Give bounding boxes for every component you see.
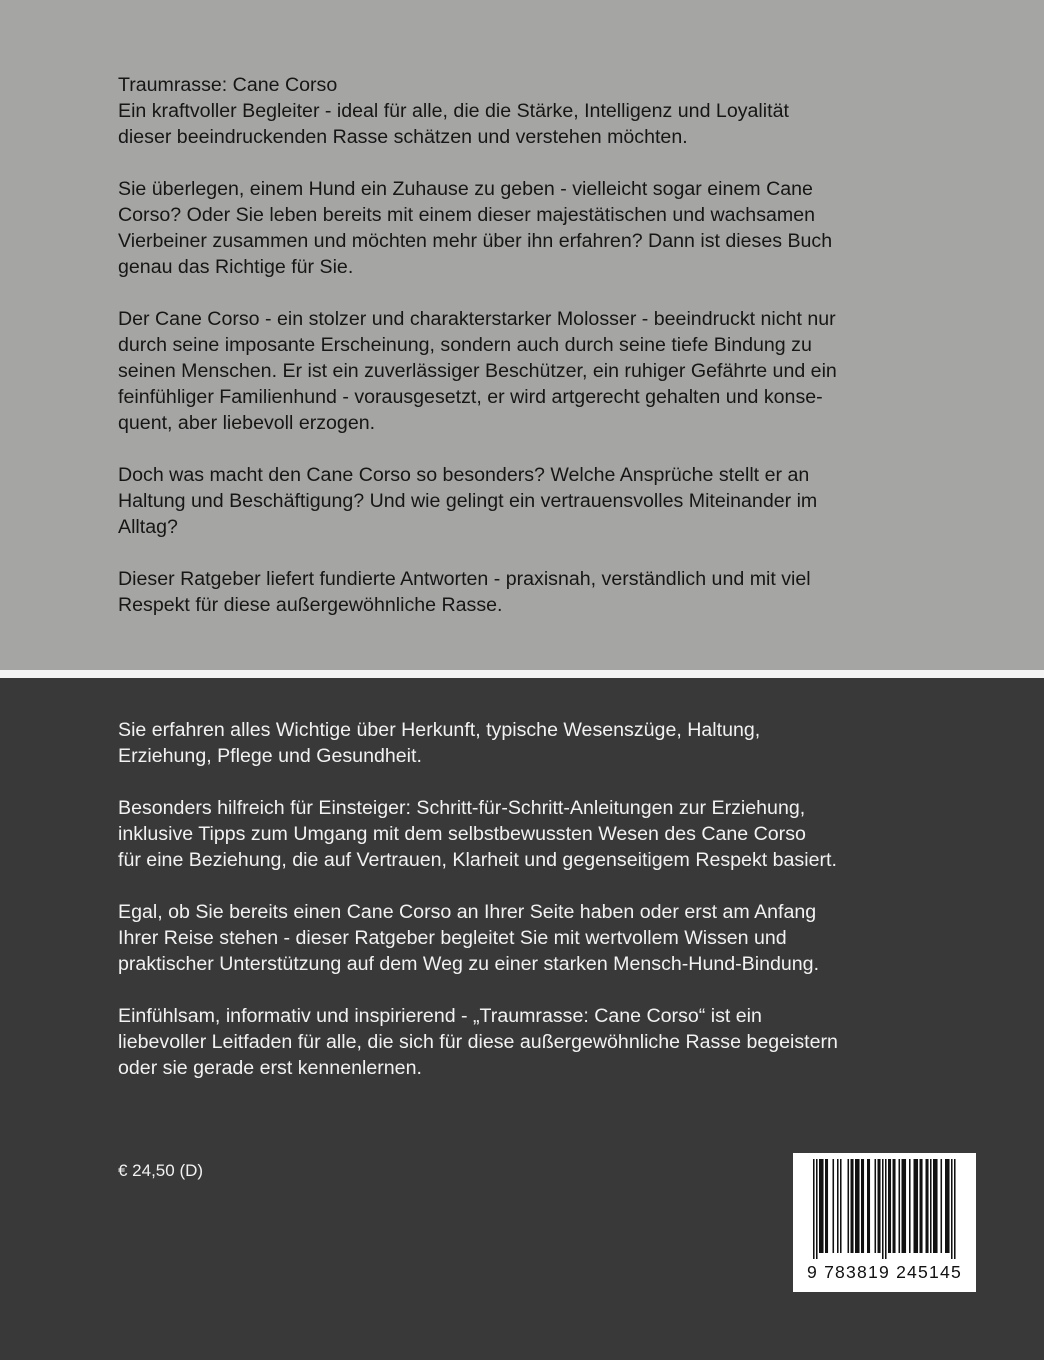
barcode-bar <box>863 1159 865 1253</box>
barcode-bar <box>827 1159 829 1253</box>
price-label: € 24,50 (D) <box>118 1161 204 1180</box>
barcode-bar <box>936 1159 938 1253</box>
barcode-bar <box>890 1159 892 1253</box>
barcode-bar <box>878 1159 880 1253</box>
barcode-bar <box>813 1159 815 1259</box>
blurb-paragraph: Besonders hilfreich für Einsteiger: Schritt-für-Schritt-Anleitungen zur Erziehung, inklusive Tipps zum Umgang mit dem selbstbewussten Wesen des Cane Corso für eine Beziehung, die auf Vertrauen, Klarheit und gegenseitigem Respekt basiert. <box>118 797 837 871</box>
barcode-bar <box>935 1159 937 1253</box>
barcode-bar <box>930 1159 932 1253</box>
isbn-barcode <box>793 1153 976 1292</box>
barcode-bar <box>825 1159 827 1253</box>
blurb-paragraph: Dieser Ratgeber liefert fundierte Antworten - praxisnah, verständlich und mit viel Respekt für diese außergewöhnliche Rasse. <box>118 568 811 616</box>
barcode-bar <box>917 1159 919 1253</box>
barcode-bar <box>945 1159 947 1253</box>
barcode-bar <box>920 1159 922 1253</box>
barcode-bar <box>885 1159 887 1259</box>
blurb-paragraph: Sie erfahren alles Wichtige über Herkunft, typische Wesenszüge, Haltung, Erziehung, Pflege und Gesundheit. <box>118 719 761 767</box>
barcode-bar <box>954 1159 956 1259</box>
barcode-bar <box>948 1159 950 1253</box>
barcode-bar <box>947 1159 949 1253</box>
barcode-bar <box>902 1159 904 1253</box>
barcode-bar <box>893 1159 895 1253</box>
barcode-bar <box>848 1159 850 1253</box>
barcode-bar <box>840 1159 842 1253</box>
barcode-bar <box>882 1159 884 1259</box>
barcode-bar <box>833 1159 835 1253</box>
barcode-bar <box>879 1159 881 1253</box>
barcode-bar <box>914 1159 916 1253</box>
barcode-bar <box>851 1159 853 1253</box>
barcode-bar <box>909 1159 911 1253</box>
barcode-bar <box>899 1159 901 1253</box>
blurb-paragraph: Egal, ob Sie bereits einen Cane Corso an Ihrer Seite haben oder erst am Anfang Ihrer Reise stehen - dieser Ratgeber begleitet Sie mit wertvollem Wissen und praktischer Unterstützung auf dem Weg zu einer starken Mensch-Hund-Bindung. <box>118 901 820 975</box>
barcode-bar <box>951 1159 953 1259</box>
bottom-blurb <box>118 717 928 1081</box>
barcode-bar <box>869 1159 871 1253</box>
barcode-bar <box>858 1159 860 1253</box>
barcode-bar <box>867 1159 869 1253</box>
barcode-bar <box>822 1159 824 1253</box>
barcode-bar <box>941 1159 943 1253</box>
top-blurb <box>118 72 928 618</box>
blurb-title-paragraph: Traumrasse: Cane Corso Ein kraftvoller Begleiter - ideal für alle, die die Stärke, Intelligenz und Loyalität dieser beeindruckenden Rasse schätzen und verstehen möchten. <box>118 74 789 148</box>
barcode-bar <box>921 1159 923 1253</box>
barcode-bar <box>926 1159 928 1253</box>
blurb-paragraph: Der Cane Corso - ein stolzer und charakterstarker Molosser - beeindruckt nicht nur durch seine imposante Erscheinung, sondern auch durch seine tiefe Bindung zu seinen Menschen. Er ist ein zuverlässiger Beschützer, ein ruhiger Gefährte und ein feinfühliger Familienhund - vorausgesetzt, er wird artgerecht gehalten und konse- quent, aber liebevoll erzogen. <box>118 308 837 434</box>
barcode-bar <box>819 1159 821 1253</box>
barcode-bar <box>816 1159 818 1259</box>
barcode-bar <box>933 1159 935 1253</box>
barcode-bar <box>905 1159 907 1253</box>
blurb-paragraph: Sie überlegen, einem Hund ein Zuhause zu geben - vielleicht sogar einem Cane Corso? Oder Sie leben bereits mit einem dieser majestätischen und wachsamen Vierbeiner zusammen und möchten mehr über ihn erfahren? Dann ist dieses Buch genau das Richtige für Sie. <box>118 178 833 278</box>
panel-divider <box>0 670 1044 678</box>
barcode-bar <box>857 1159 859 1253</box>
barcode-bar <box>855 1159 857 1253</box>
blurb-paragraph: Doch was macht den Cane Corso so besonders? Welche Ansprüche stellt er an Haltung und Beschäftigung? Und wie gelingt ein vertrauensvolles Miteinander im Alltag? <box>118 464 818 538</box>
barcode-bar <box>852 1159 854 1253</box>
barcode-bar <box>875 1159 877 1253</box>
barcode-bar <box>888 1159 890 1253</box>
blurb-paragraph: Einfühlsam, informativ und inspirierend - „Traumrasse: Cane Corso“ ist ein liebevoller Leitfaden für alle, die sich für diese außergewöhnliche Rasse begeistern oder sie gerade erst kennenlernen. <box>118 1005 838 1079</box>
barcode-bar <box>903 1159 905 1253</box>
barcode-bar <box>927 1159 929 1253</box>
barcode-bar <box>821 1159 823 1253</box>
isbn-number: 9 783819 245145 <box>807 1262 962 1282</box>
barcode-bar <box>837 1159 839 1253</box>
barcode-bar <box>915 1159 917 1253</box>
barcode-bars <box>793 1153 976 1263</box>
barcode-bar <box>894 1159 896 1253</box>
barcode-bar <box>861 1159 863 1253</box>
